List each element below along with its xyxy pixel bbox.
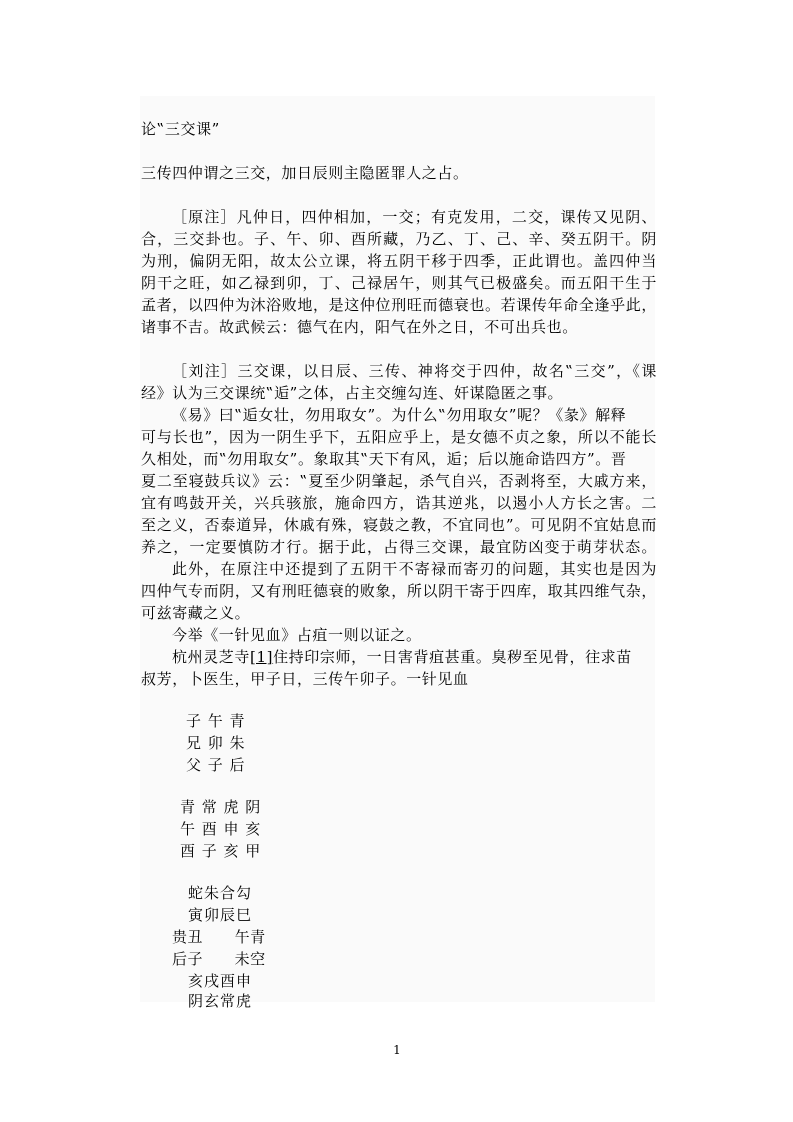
chart-3-row-3: 贵丑 午青 — [172, 928, 266, 946]
paragraph-4-line-2: 四仲气专而阴，又有刑旺德衰的败象，所以阴干寄于四库，取其四维气杂， — [141, 582, 657, 600]
paragraph-1-line-6: 诸事不吉。故武候云：德气在内，阳气在外之日，不可出兵也。 — [141, 318, 578, 336]
paragraph-4-line-1: 此外，在原注中还提到了五阴干不寄禄而寄刃的问题，其实也是因为 — [172, 560, 657, 578]
paragraph-6-line-1 — [141, 646, 657, 668]
paragraph-3-line-2: 可与长也”，因为一阴生乎下，五阳应乎上，是女德不贞之象，所以不能长 — [141, 428, 657, 446]
article-title: 论‟三交课” — [141, 120, 220, 138]
paragraph-3-line-1: 《易》曰‟逅女壮，勿用取女”。为什么‟勿用取女”呢？《彖》解释 — [172, 406, 627, 424]
paragraph-1-line-3: 为刑，偏阴无阳，故太公立课，将五阴干移于四季，正此谓也。盖四仲当 — [141, 252, 657, 270]
chart-1-row-1: 子 午 青 — [186, 712, 246, 730]
chart-2-row-1: 青 常 虎 阴 — [180, 798, 262, 816]
paragraph-3-line-6: 至之义，否泰道异，休戚有殊，寝鼓之教，不宜同也”。可见阴不宜姑息而 — [141, 516, 657, 534]
chart-3-row-6: 阴玄常虎 — [188, 992, 253, 1010]
chart-3-row-2: 寅卯辰巳 — [188, 906, 253, 924]
chart-1-row-2: 兄 卯 朱 — [186, 734, 246, 752]
intro-line: 三传四仲谓之三交，加日辰则主隐匿罪人之占。 — [141, 164, 469, 182]
chart-2-row-2: 午 酉 申 亥 — [180, 820, 262, 838]
chart-3-row-1: 蛇朱合勾 — [188, 884, 253, 902]
paragraph-3-line-3: 久相处，而‟勿用取女”。象取其‟天下有风，逅；后以施命诰四方”。晋 — [141, 450, 627, 468]
paragraph-4-line-3: 可兹寄藏之义。 — [141, 604, 251, 622]
footnote-reference-link[interactable]: [1] — [250, 648, 274, 666]
paragraph-6-text-b: 住持印宗师，一日害背疽甚重。臭秽至见骨，往求苗 — [273, 648, 632, 666]
paragraph-5: 今举《一针见血》占疽一则以证之。 — [172, 626, 422, 644]
paragraph-3-line-5: 宜有鸣鼓开关，兴兵骇旅，施命四方，诰其逆兆，以遏小人方长之害。二 — [141, 494, 657, 512]
paragraph-1-line-1: ［原注］凡仲日，四仲相加，一交；有克发用，二交，课传又见阴、 — [172, 208, 657, 226]
paragraph-1-line-4: 阴干之旺，如乙禄到卯，丁、己禄居午，则其气已极盛矣。而五阳干生于 — [141, 274, 657, 292]
paragraph-2-line-1: ［刘注］三交课，以日辰、三传、神将交于四仲，故名‟三交”，《课 — [172, 362, 657, 380]
chart-2-row-3: 酉 子 亥 甲 — [180, 842, 262, 860]
page-number: 1 — [393, 1043, 401, 1057]
paragraph-3-line-7: 养之，一定要慎防才行。据于此，占得三交课，最宜防凶变于萌芽状态。 — [141, 538, 657, 556]
paragraph-3-line-4: 夏二至寝鼓兵议》云：‟夏至少阴肇起，杀气自兴，否剥将至，大戚方来， — [141, 472, 657, 490]
paragraph-6-text-a: 杭州灵芝寺 — [172, 648, 251, 666]
paragraph-1-line-2: 合，三交卦也。子、午、卯、酉所藏，乃乙、丁、己、辛、癸五阴干。阴 — [141, 230, 657, 248]
paragraph-1-line-5: 孟者，以四仲为沐浴败地，是这仲位刑旺而德衰也。若课传年命全逢乎此， — [141, 296, 657, 314]
chart-1-row-3: 父 子 后 — [186, 756, 246, 774]
paragraph-6-line-2: 叔芳，卜医生，甲子日，三传午卯子。一针见血 — [141, 670, 469, 688]
chart-3-row-5: 亥戌酉申 — [188, 972, 253, 990]
paragraph-2-line-2: 经》认为三交课统‟逅”之体，占主交缠勾连、奸谋隐匿之事。 — [141, 384, 564, 402]
chart-3-row-4: 后子 未空 — [172, 950, 266, 968]
